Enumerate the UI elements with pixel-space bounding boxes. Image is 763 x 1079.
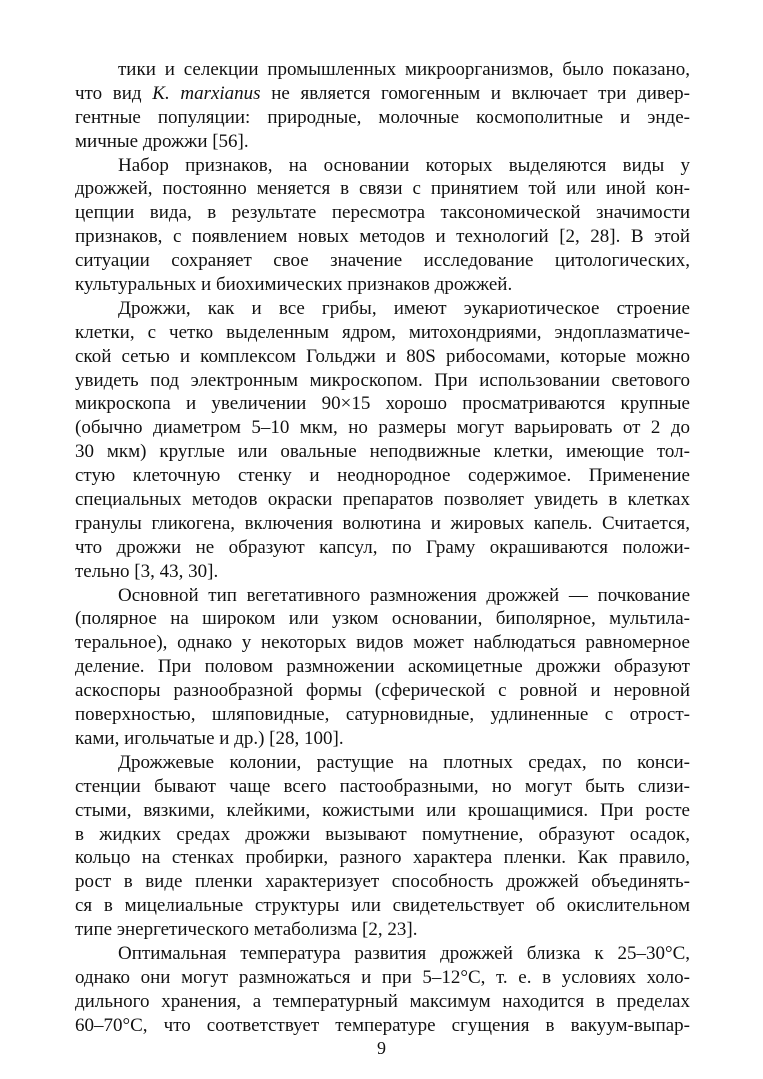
text-line: ками, игольчатые и др.) [28, 100]. [75,727,344,749]
text-line: кольцо на стенках пробирки, разного характера пленки. Как правило, [75,847,690,869]
text-line: 30 мкм) круглые или овальные неподвижные клетки, имеющие тол- [75,441,690,463]
text-line [75,82,690,106]
text-line: стенции бывают чаще всего пастообразными, но могут быть слизи- [75,775,690,797]
text-line: тики и селекции промышленных микроорганизмов, было показано, [118,59,690,80]
text-line: типе энергетического метаболизма [2, 23]. [75,919,418,941]
paragraph [75,297,690,584]
text-line: аскоспоры разнообразной формы (сферической с ровной и неровной [75,680,690,702]
text-line: увидеть под электронным микроскопом. При использовании светового [75,369,690,391]
text-line: деление. При половом размножении аскомицетные дрожжи образуют [75,656,690,678]
text-line: в жидких средах дрожжи вызывают помутнение, образуют осадок, [75,823,690,845]
text-line: (полярное на широком или узком основании, биполярное, мультила- [75,608,690,630]
text-line: Дрожжи, как и все грибы, имеют эукариотическое строение [118,297,690,319]
text-line: поверхностью, шляповидные, сатурновидные, удлиненные с отрост- [75,704,690,726]
text-line: культуральных и биохимических признаков дрожжей. [75,274,513,296]
text-line: признаков, с появлением новых методов и технологий [2, 28]. В этой [75,226,690,248]
text-line: гентные популяции: природные, молочные космополитные и энде- [75,106,690,128]
text-fragment: не является гомогенным и включает три дивер- [260,82,690,104]
text-line: однако они могут размножаться и при 5–12°С, т. е. в условиях холо- [75,966,690,988]
text-line: стыми, вязкими, клейкими, кожистыми или крошащимися. При росте [75,799,690,821]
species-name: K. marxianus [152,82,261,104]
text-line: (обычно диаметром 5–10 мкм, но размеры могут варьировать от 2 до [75,417,690,439]
text-line: гранулы гликогена, включения волютина и жировых капель. Считается, [75,512,690,534]
text-line: стую клеточную стенку и неоднородное содержимое. Применение [75,465,690,487]
text-line: Набор признаков, на основании которых выделяются виды у [118,154,690,176]
text-line: 60–70°С, что соответствует температуре сгущения в вакуум-выпар- [75,1014,690,1036]
text-line: тельно [3, 43, 30]. [75,560,219,582]
page-body [75,58,690,1038]
text-line: специальных методов окраски препаратов позволяет увидеть в клетках [75,489,690,511]
text-line: что дрожжи не образуют капсул, по Граму окрашиваются положи- [75,536,690,558]
text-fragment: что вид [75,82,153,104]
text-line: дрожжей, постоянно меняется в связи с принятием той или иной кон- [75,178,690,200]
text-line: ситуации сохраняет свое значение исследование цитологических, [75,250,690,272]
text-line: ся в мицелиальные структуры или свидетельствует об окислительном [75,895,690,917]
text-line: клетки, с четко выделенным ядром, митохондриями, эндоплазматиче- [75,321,690,343]
text-line: цепции вида, в результате пересмотра таксономической значимости [75,202,690,224]
text-line: ской сетью и комплексом Гольджи и 80S рибосомами, которые можно [75,345,690,367]
text-line: дильного хранения, а температурный максимум находится в пределах [75,990,690,1012]
text-line: теральное), однако у некоторых видов может наблюдаться равномерное [75,632,690,654]
text-line: микроскопа и увеличении 90×15 хорошо просматриваются крупные [75,393,690,415]
text-line: Основной тип вегетативного размножения дрожжей — почкование [118,584,690,606]
text-line: Оптимальная температура развития дрожжей близка к 25–30°С, [118,942,690,964]
text-line: Дрожжевые колонии, растущие на плотных средах, по конси- [118,751,690,773]
paragraph [75,584,690,751]
paragraph [75,154,690,297]
paragraph [75,751,690,942]
paragraph [75,58,690,154]
paragraph [75,942,690,1038]
text-line: рост в виде пленки характеризует способность дрожжей объединять- [75,871,690,893]
page-number: 9 [377,1038,386,1058]
text-line: мичные дрожжи [56]. [75,130,249,152]
